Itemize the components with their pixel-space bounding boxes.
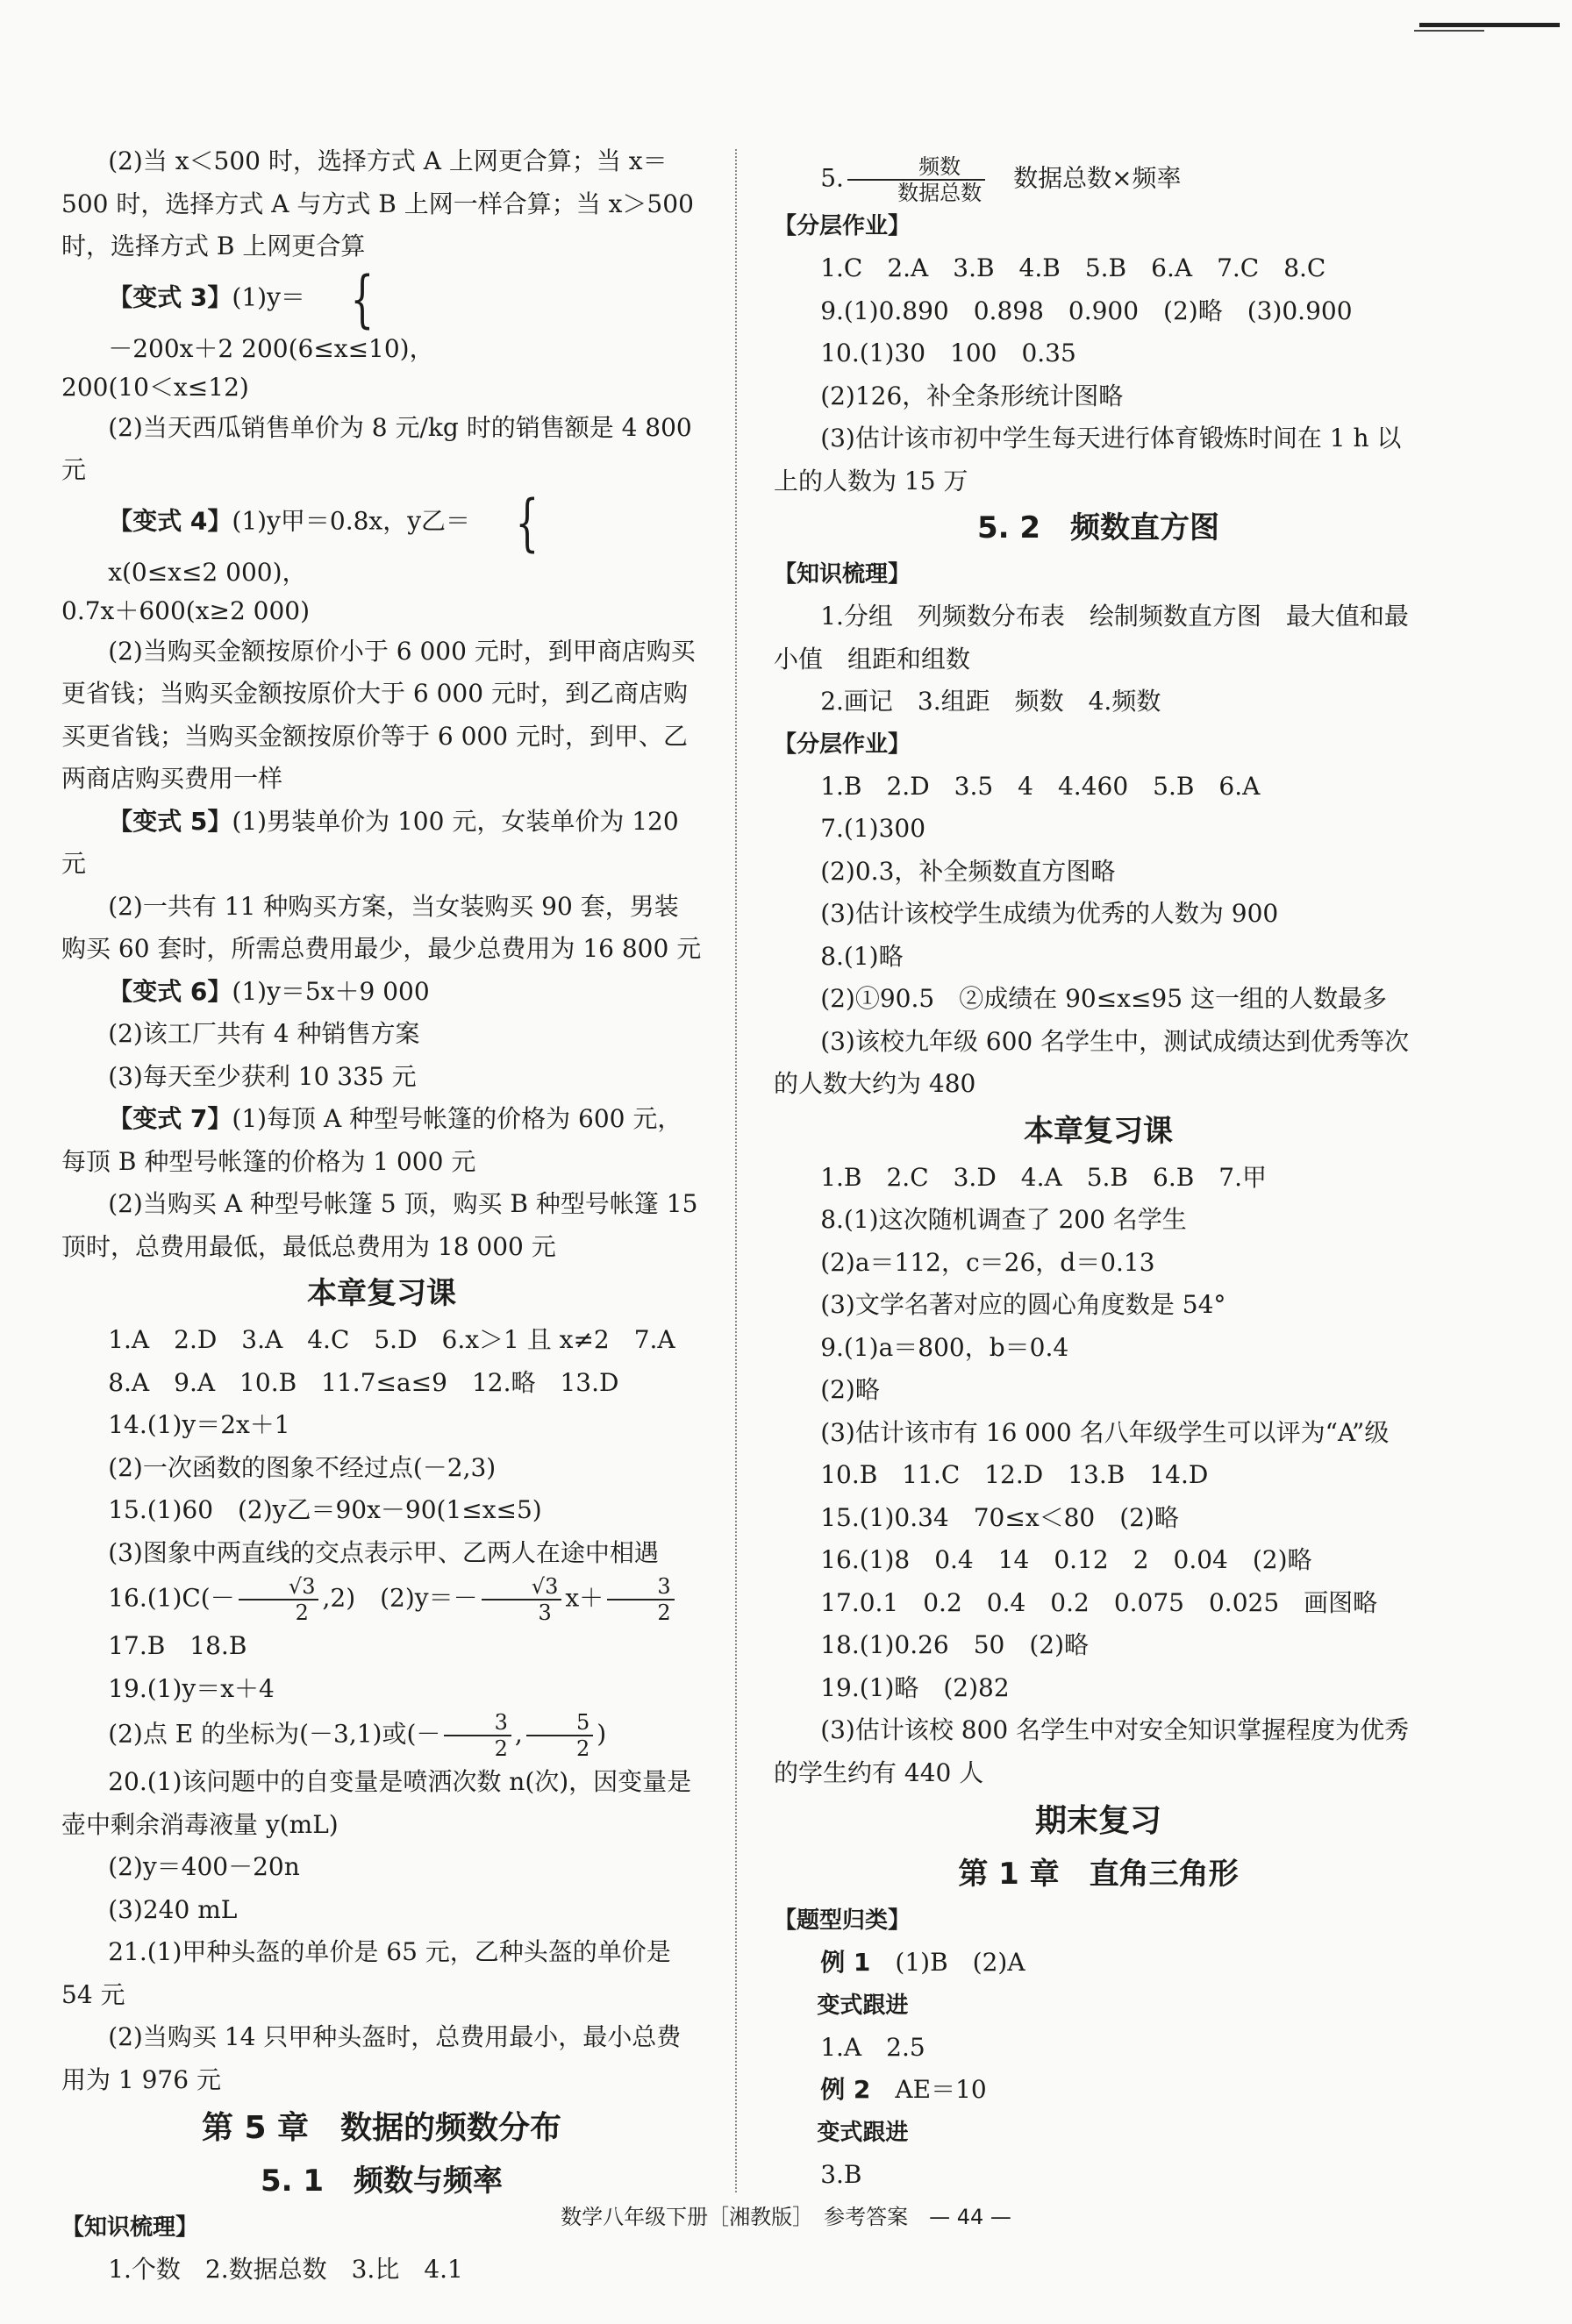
denominator: 3 (538, 1600, 552, 1625)
section-heading: 本章复习课 (307, 1276, 456, 1311)
answer-line: 1.B 2.C 3.D 4.A 5.B 6.B 7.甲 (820, 1162, 1268, 1192)
top-rule (1419, 23, 1560, 27)
case-line: 0.7x＋600(x≥2 000) (61, 595, 311, 625)
answer-text: (1)y＝5x＋9 000 (232, 976, 430, 1006)
numerator: 5 (526, 1710, 593, 1736)
numerator: 频数 (847, 154, 985, 181)
answer-line: 1.A 2.5 (820, 2032, 925, 2062)
answer-line: (2)126，补全条形统计图略 (820, 381, 1124, 410)
piecewise-answer (61, 262, 702, 407)
answer-line: 19.(1)略 (2)82 (820, 1672, 1010, 1702)
answer-text: (1)B (2)A (870, 1948, 1025, 1977)
answer-line: 15.(1)60 (2)y乙＝90x－90(1≤x≤5) (108, 1495, 542, 1524)
page-footer: 数学八年级下册［湘教版］ 参考答案 — 44 — (561, 2205, 1011, 2229)
section-heading: 本章复习课 (1024, 1113, 1173, 1149)
fraction (239, 1574, 319, 1625)
fraction (526, 1710, 593, 1761)
answer-line: (2)当 x＜500 时，选择方式 A 上网更合算；当 x＝500 时，选择方式 A 与方式 B 上网一样合算；当 x＞500 时，选择方式 B 上网更合算 (61, 146, 694, 260)
subsection-label: 【知识梳理】 (61, 2214, 199, 2241)
brace-symbol: { (515, 486, 539, 559)
brace-symbol: { (350, 262, 375, 335)
denominator: 数据总数 (897, 181, 982, 205)
section-heading: 第 1 章 直角三角形 (958, 1857, 1239, 1892)
chapter-heading: 期末复习 (1034, 1803, 1161, 1839)
answer-line: 8.(1)略 (820, 941, 904, 971)
answer-text: AE＝10 (870, 2075, 987, 2104)
answer-text: (1)y＝ (232, 282, 305, 311)
answer-line: (2)当购买金额按原价小于 6 000 元时，到甲商店购买更省钱；当购买金额按原价大于 6 000 元时，到乙商店购买更省钱；当购买金额按原价等于 6 000 元时，到甲、乙两商店购买费用一样 (61, 636, 696, 793)
answer-line: (2)当购买 A 种型号帐篷 5 顶，购买 B 种型号帐篷 15 顶时，总费用最低，最低总费用为 18 000 元 (61, 1189, 698, 1261)
case-line: x(0≤x≤2 000)， (108, 557, 307, 587)
fraction (482, 1574, 562, 1625)
denominator: 2 (575, 1736, 590, 1761)
section-heading: 5. 1 频数与频率 (260, 2164, 504, 2199)
top-rule-short (1414, 30, 1484, 32)
answer-line: 1.A 2.D 3.A 4.C 5.D 6.x＞1 且 x≠2 7.A (108, 1325, 675, 1354)
variant-tag: 【变式 4】 (108, 506, 232, 535)
answer-line: (3)估计该校学生成绩为优秀的人数为 900 (820, 899, 1279, 928)
answer-text: x＋ (565, 1583, 604, 1613)
answer-line: 3.B (820, 2159, 862, 2189)
answer-line: 16.(1)8 0.4 14 0.12 2 0.04 (2)略 (820, 1545, 1312, 1574)
denominator: 2 (657, 1600, 671, 1625)
right-column (774, 154, 1423, 2196)
answer-line (774, 154, 1423, 205)
answer-line: 20.(1)该问题中的自变量是喷洒次数 n(次)，因变量是壶中剩余消毒液量 y(mL) (61, 1767, 692, 1839)
piecewise-cases (61, 553, 310, 631)
answer-text: ,2) (2)y＝－ (322, 1583, 478, 1613)
answer-line: 10.(1)30 100 0.35 (820, 339, 1076, 367)
variant-tag: 【变式 6】 (108, 976, 232, 1006)
answer-line: 1.个数 2.数据总数 3.比 4.1 (108, 2255, 463, 2284)
answer-line: 8.A 9.A 10.B 11.7≤a≤9 12.略 13.D (108, 1367, 619, 1397)
answer-line (61, 1574, 702, 1625)
answer-line: (3)估计该市有 16 000 名八年级学生可以评为“A”级 (820, 1417, 1390, 1447)
answer-line (61, 971, 702, 1014)
numerator: 3 (444, 1710, 511, 1736)
answer-line: (2)a＝112，c＝26，d＝0.13 (820, 1247, 1155, 1277)
answer-line: 21.(1)甲种头盔的单价是 65 元，乙种头盔的单价是 54 元 (61, 1937, 671, 2009)
subsection-label: 【知识梳理】 (774, 561, 911, 588)
variant-tag: 【变式 3】 (108, 282, 232, 311)
piecewise-cases (61, 330, 434, 407)
denominator: 2 (494, 1736, 508, 1761)
left-column (61, 140, 702, 2292)
answer-line: 17.0.1 0.2 0.4 0.2 0.075 0.025 画图略 (820, 1587, 1378, 1617)
answer-line: (2)一共有 11 种购买方案，当女装购买 90 套，男装购买 60 套时，所需总费用最少，最少总费用为 16 800 元 (61, 891, 702, 963)
answer-line: (2)①90.5 ②成绩在 90≤x≤95 这一组的人数最多 (820, 984, 1387, 1013)
column-divider (735, 149, 737, 2192)
fraction (444, 1710, 511, 1761)
numerator: 3 (607, 1574, 674, 1600)
answer-text: 5. (820, 163, 844, 193)
case-line: －200x＋2 200(6≤x≤10)， (108, 333, 434, 363)
answer-line: 8.(1)这次随机调查了 200 名学生 (820, 1205, 1187, 1234)
answer-text: (1)每顶 A 种型号帐篷的价格为 600 元，每顶 B 种型号帐篷的价格为 1 000 元 (61, 1104, 682, 1176)
answer-line: (2)0.3，补全频数直方图略 (820, 856, 1116, 886)
answer-text: (2)点 E 的坐标为(－3,1)或(－ (108, 1719, 441, 1749)
subsection-label: 变式跟进 (817, 2119, 909, 2146)
answer-line: 15.(1)0.34 70≤x＜80 (2)略 (820, 1502, 1179, 1532)
answer-line (774, 2069, 1423, 2112)
answer-line: 18.(1)0.26 50 (2)略 (820, 1630, 1090, 1659)
answer-text: , (514, 1719, 523, 1749)
subsection-label: 【分层作业】 (774, 731, 911, 758)
numerator: √3 (482, 1574, 562, 1600)
answer-line: (2)当购买 14 只甲种头盔时，总费用最小，最小总费用为 1 976 元 (61, 2022, 682, 2094)
subsection-label: 【分层作业】 (774, 213, 911, 239)
answer-line: 1.分组 列频数分布表 绘制频数直方图 最大值和最小值 组距和组数 (774, 602, 1409, 674)
fraction (847, 154, 985, 205)
answer-line: (3)240 mL (108, 1894, 238, 1924)
piecewise-answer (61, 486, 702, 631)
answer-line: (3)文学名著对应的圆心角度数是 54° (820, 1290, 1226, 1319)
answer-line: 1.C 2.A 3.B 4.B 5.B 6.A 7.C 8.C (820, 253, 1326, 282)
answer-line: 7.(1)300 (820, 814, 926, 843)
answer-line: (3)估计该市初中学生每天进行体育锻炼时间在 1 h 以上的人数为 15 万 (774, 424, 1402, 495)
answer-line: 17.B 18.B (108, 1631, 247, 1660)
answer-text: (1)y甲＝0.8x，y乙＝ (232, 506, 471, 535)
answer-line: (2)该工厂共有 4 种销售方案 (108, 1019, 420, 1048)
answer-line: 2.画记 3.组距 频数 4.频数 (820, 687, 1161, 716)
answer-line: (3)图象中两直线的交点表示甲、乙两人在途中相遇 (108, 1537, 659, 1567)
answer-line (61, 1098, 702, 1183)
answer-line: 1.B 2.D 3.5 4 4.460 5.B 6.A (820, 771, 1261, 801)
answer-line: (2)y＝400－20n (108, 1852, 300, 1881)
variant-tag: 【变式 7】 (108, 1104, 232, 1133)
answer-text: 16.(1)C(－ (108, 1583, 235, 1613)
answer-line (61, 1710, 702, 1761)
answer-line: (2)一次函数的图象不经过点(－2,3) (108, 1452, 497, 1482)
answer-line: (3)每天至少获利 10 335 元 (108, 1061, 417, 1091)
section-heading: 5. 2 频数直方图 (976, 510, 1220, 545)
answer-line (61, 801, 702, 886)
answer-line: (2)略 (820, 1375, 880, 1404)
case-line: 200(10＜x≤12) (61, 372, 249, 402)
subsection-label: 【题型归类】 (774, 1907, 911, 1934)
answer-line: 9.(1)a＝800，b＝0.4 (820, 1332, 1069, 1362)
denominator: 2 (295, 1600, 309, 1625)
answer-line: 19.(1)y＝x＋4 (108, 1673, 275, 1703)
fraction (607, 1574, 674, 1625)
answer-line: (3)该校九年级 600 名学生中，测试成绩达到优秀等次的人数大约为 480 (774, 1026, 1410, 1098)
variant-tag: 例 2 (820, 2075, 871, 2104)
answer-line: 9.(1)0.890 0.898 0.900 (2)略 (3)0.900 (820, 296, 1353, 325)
answer-line (774, 1942, 1423, 1985)
answer-line: (3)估计该校 800 名学生中对安全知识掌握程度为优秀的学生约有 440 人 (774, 1715, 1410, 1787)
variant-tag: 【变式 5】 (108, 806, 232, 836)
answer-line: (2)当天西瓜销售单价为 8 元/kg 时的销售额是 4 800 元 (61, 412, 692, 484)
numerator: √3 (239, 1574, 319, 1600)
answer-text: ) (597, 1719, 607, 1749)
chapter-heading: 第 5 章 数据的频数分布 (201, 2110, 562, 2146)
answer-line: 10.B 11.C 12.D 13.B 14.D (820, 1460, 1209, 1489)
answer-line: 14.(1)y＝2x＋1 (108, 1410, 290, 1439)
subsection-label: 变式跟进 (817, 1992, 909, 2019)
variant-tag: 例 1 (820, 1948, 871, 1977)
answer-text: 数据总数×频率 (989, 163, 1182, 193)
answer-text: (1)男装单价为 100 元，女装单价为 120 元 (61, 806, 679, 878)
